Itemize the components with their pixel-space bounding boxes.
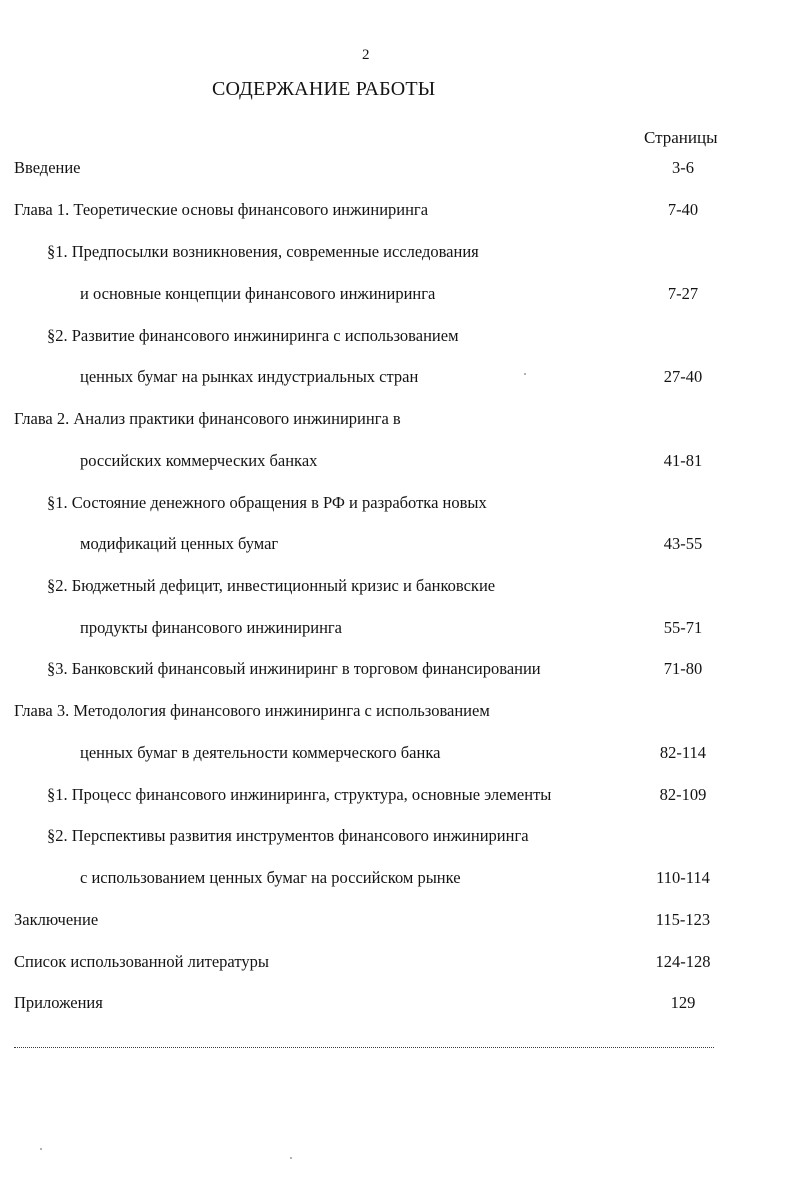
toc-entry-pages: 55-71 [663, 618, 703, 637]
toc-entry-chapter-3-cont [0, 743, 798, 767]
toc-entry-text: ценных бумаг в деятельности коммерческого банка [80, 743, 441, 762]
toc-entry-pages: 7-40 [667, 200, 699, 219]
toc-entry-pages: 115-123 [655, 910, 711, 929]
toc-entry-chapter-2-cont [0, 451, 798, 475]
toc-entry-text: §3. Банковский финансовый инжиниринг в торговом финансировании [47, 659, 541, 678]
toc-entry-text: §1. Состояние денежного обращения в РФ и разработка новых [47, 493, 487, 512]
toc-entry-introduction [0, 158, 798, 182]
toc-entry-text: §2. Перспективы развития инструментов финансового инжиниринга [47, 826, 529, 845]
toc-entry-text: Глава 3. Методология финансового инжиниринга с использованием [14, 701, 490, 720]
scan-speck [524, 373, 526, 375]
toc-entry-text: §1. Предпосылки возникновения, современные исследования [47, 242, 479, 261]
toc-entry-appendices [0, 993, 798, 1017]
toc-entry-pages: 110-114 [656, 868, 710, 887]
toc-entry-text: Приложения [14, 993, 103, 1012]
toc-entry-chapter-2-section-1 [0, 493, 798, 517]
toc-entry-chapter-3 [0, 701, 798, 725]
toc-entry-chapter-1-section-2 [0, 326, 798, 350]
toc-entry-text: Введение [14, 158, 81, 177]
toc-entry-text: Глава 1. Теоретические основы финансового инжиниринга [14, 200, 429, 219]
toc-entry-pages: 3-6 [672, 158, 694, 177]
toc-entry-pages: 41-81 [663, 451, 703, 470]
toc-entry-chapter-1-section-1 [0, 242, 798, 266]
page-number: 2 [362, 47, 370, 63]
toc-entry-text: модификаций ценных бумаг [80, 534, 279, 553]
toc-entry-chapter-1 [0, 200, 798, 224]
toc-entry-text: с использованием ценных бумаг на российском рынке [80, 868, 461, 887]
scan-speck [290, 1157, 292, 1159]
toc-entry-chapter-3-section-1 [0, 785, 798, 809]
page-title: СОДЕРЖАНИЕ РАБОТЫ [212, 78, 436, 100]
toc-entry-chapter-2-section-3 [0, 659, 798, 683]
toc-entry-text: продукты финансового инжиниринга [80, 618, 343, 637]
toc-entry-chapter-2-section-2-cont [0, 618, 798, 642]
toc-entry-pages: 43-55 [663, 534, 703, 553]
toc-entry-chapter-3-section-2-cont [0, 868, 798, 892]
toc-entry-text: российских коммерческих банках [80, 451, 318, 470]
toc-entry-text: ценных бумаг на рынках индустриальных стран [80, 367, 419, 386]
toc-entry-references [0, 952, 798, 976]
toc-entry-chapter-2 [0, 409, 798, 433]
toc-entry-chapter-2-section-2 [0, 576, 798, 600]
toc-entry-pages: 7-27 [667, 284, 699, 303]
toc-entry-text: Глава 2. Анализ практики финансового инжиниринга в [14, 409, 401, 428]
toc-entry-pages: 129 [670, 993, 696, 1012]
toc-entry-conclusion [0, 910, 798, 934]
scan-speck [40, 1148, 42, 1150]
toc-entry-text: Список использованной литературы [14, 952, 269, 971]
toc-entry-pages: 27-40 [663, 367, 703, 386]
toc-entry-text: и основные концепции финансового инжиниринга [80, 284, 436, 303]
toc-entry-chapter-3-section-2 [0, 826, 798, 850]
toc-entry-pages: 82-109 [659, 785, 707, 804]
toc-entry-chapter-1-section-2-cont [0, 367, 798, 391]
toc-entry-pages: 71-80 [663, 659, 703, 678]
toc-entry-text: Заключение [14, 910, 99, 929]
toc-entry-pages: 124-128 [655, 952, 711, 971]
toc-entry-chapter-1-section-1-cont [0, 284, 798, 308]
toc-entry-text: §2. Бюджетный дефицит, инвестиционный кризис и банковские [47, 576, 496, 595]
toc-entry-pages: 82-114 [659, 743, 707, 762]
toc-entry-chapter-2-section-1-cont [0, 534, 798, 558]
toc-entry-text: §1. Процесс финансового инжиниринга, структура, основные элементы [47, 785, 552, 804]
toc-entry-text: §2. Развитие финансового инжиниринга с использованием [47, 326, 459, 345]
dotted-separator [14, 1047, 714, 1048]
pages-column-header: Страницы [644, 128, 718, 147]
